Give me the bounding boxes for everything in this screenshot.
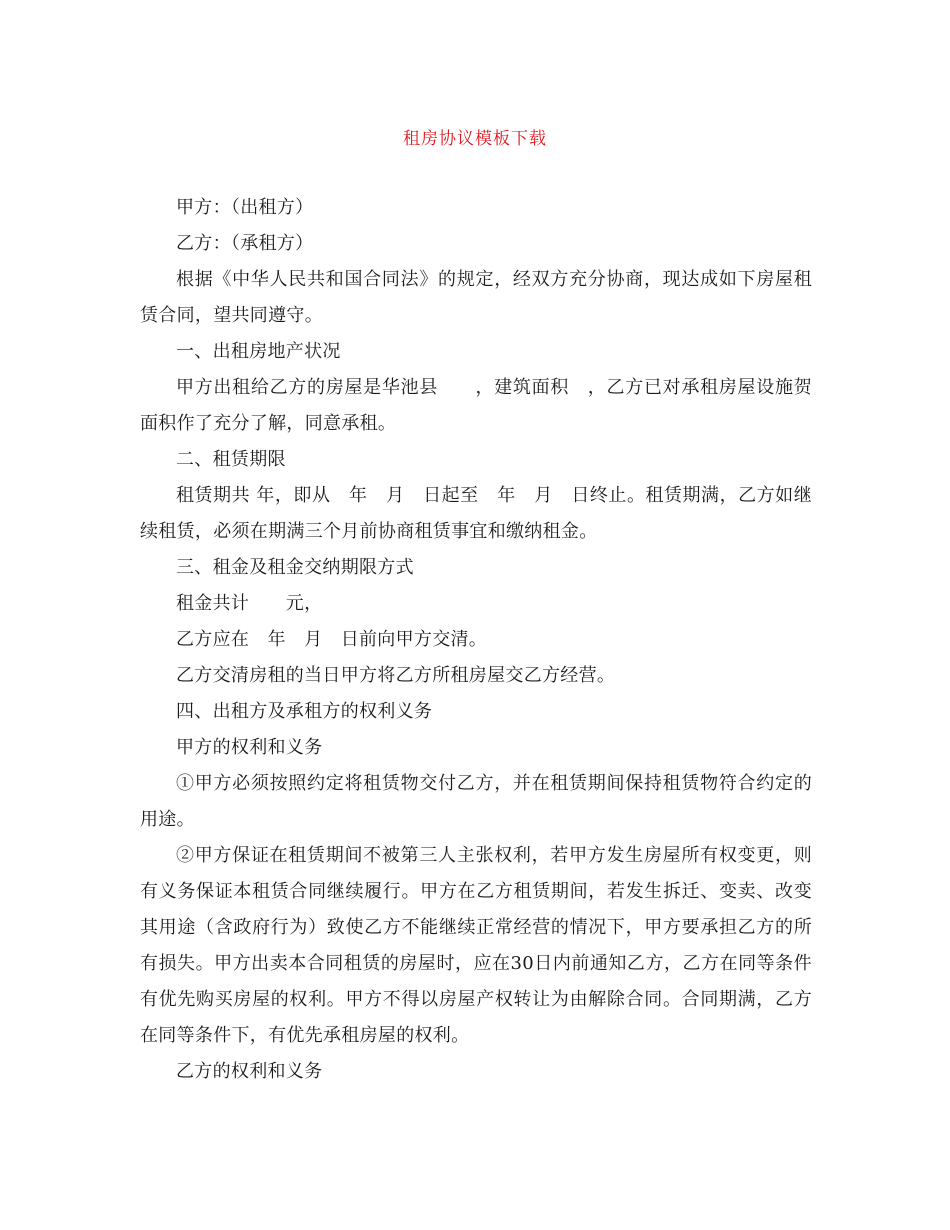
- party-a-line: 甲方：（出租方）: [176, 197, 314, 218]
- document-body: [140, 190, 812, 1090]
- rent-due-line: 乙方应在 年 月 日前向甲方交清。: [176, 629, 488, 650]
- party-a-clause-2: ②甲方保证在租赁期间不被第三人主张权利，若甲方发生房屋所有权变更，则有义务保证本租赁合同继续履行。甲方在乙方租赁期间，若发生拆迁、变卖、改变其用途（含政府行为）致使乙方不能继续正常经营的情况下，甲方要承担乙方的所有损失。甲方出卖本合同租赁的房屋时，应在30日内前通知乙方，乙方在同等条件有优先购买房屋的权利。甲方不得以房屋产权转让为由解除合同。合同期满，乙方在同等条件下，有优先承租房屋的权利。: [140, 845, 812, 1046]
- property-paragraph: 甲方出租给乙方的房屋是华池县 ，建筑面积 ，乙方已对承租房屋设施贺面积作了充分了解，同意承租。: [140, 377, 812, 434]
- section-heading-property: 一、出租房地产状况: [176, 341, 341, 362]
- party-b-rights-heading: 乙方的权利和义务: [176, 1061, 323, 1082]
- preamble-paragraph: 根据《中华人民共和国合同法》的规定，经双方充分协商，现达成如下房屋租赁合同，望共同遵守。: [140, 269, 812, 326]
- handover-line: 乙方交清房租的当日甲方将乙方所租房屋交乙方经营。: [176, 665, 616, 686]
- party-a-rights-heading: 甲方的权利和义务: [176, 737, 323, 758]
- term-paragraph: 租赁期共 年，即从 年 月 日起至 年 月 日终止。租赁期满，乙方如继续租赁，必须在期满三个月前协商租赁事宜和缴纳租金。: [140, 485, 812, 542]
- party-a-clause-1: ①甲方必须按照约定将租赁物交付乙方，并在租赁期间保持租赁物符合约定的用途。: [140, 773, 812, 830]
- rent-total-line: 租金共计 元，: [176, 593, 323, 614]
- section-heading-rights: 四、出租方及承租方的权利义务: [176, 701, 433, 722]
- party-b-line: 乙方：（承租方）: [176, 233, 314, 254]
- document-title: 租房协议模板下载: [403, 129, 547, 149]
- section-heading-term: 二、租赁期限: [176, 449, 286, 470]
- section-heading-rent: 三、租金及租金交纳期限方式: [176, 557, 414, 578]
